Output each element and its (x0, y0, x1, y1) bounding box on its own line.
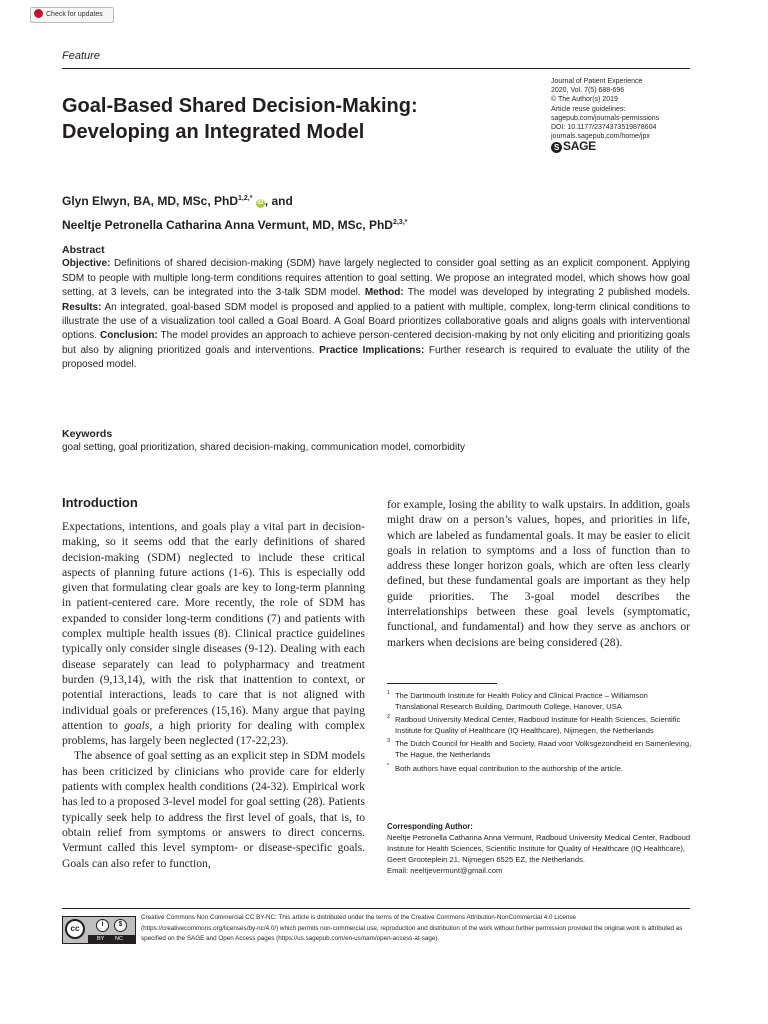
introduction-heading: Introduction (62, 495, 138, 510)
affiliation-2 (387, 714, 692, 736)
affiliation-text: The Dartmouth Institute for Health Policy and Clinical Practice – Williamson Translational Research Building, Dartmouth College, Hanover, USA (395, 691, 648, 712)
implications-text: Further research is required to evaluate the utility of the proposed model. (62, 344, 690, 371)
publisher-logo (551, 139, 701, 154)
nc-label: NC (115, 936, 123, 942)
affiliation-text: Radboud University Medical Center, Radboud Institute for Health Sciences, Scientific Institute for Quality of Healthcare (IQ Healthcare), Nijmegen, the Netherlands (395, 715, 681, 736)
journal-home-link[interactable]: journals.sagepub.com/home/jpx (551, 133, 650, 141)
journal-name: Journal of Patient Experience (551, 78, 643, 85)
keywords (62, 427, 690, 456)
header-rule (62, 68, 690, 69)
intro-paragraph-2: The absence of goal setting as an explicit step in SDM models has been criticized by clinicians who provide care for elderly patients with complex health conditions (24-32). Empirical work has led to a proposed 3-level model for goal setting (28). Patients typically seek help to address the first level of goals, that is, to obtain relief from symptoms or answers to direct concerns. Vermunt called this level symptom- or disease-specific goals. Goals can also refer to function, (62, 749, 365, 870)
affiliation-marker: * (387, 762, 390, 769)
cc-icon: cc (65, 919, 85, 939)
attribution-icon: i (96, 919, 109, 932)
corresponding-author (387, 821, 692, 876)
affiliation-marker: 1 (387, 690, 391, 696)
body-column-right (387, 497, 690, 650)
author-2-name: Neeltje Petronella Catharina Anna Vermunt, MD, MSc, PhD (62, 218, 393, 232)
keywords-heading: Keywords (62, 428, 113, 440)
intro-p1-text-end: , a high priority for dealing with complex problems, has largely been neglected (17-22,23). (62, 718, 365, 748)
method-label: Method: (364, 287, 404, 299)
section-label: Feature (62, 50, 100, 62)
affiliation-1 (387, 690, 692, 712)
corresponding-email[interactable]: Email: neeltjevermunt@gmail.com (387, 866, 503, 876)
cc-by-nc-logo[interactable] (62, 916, 136, 944)
author-2-affiliations: 2,3,* (392, 219, 408, 226)
title-line-2: Developing an Integrated Model (62, 121, 365, 143)
affiliation-marker: 2 (387, 714, 391, 721)
intro-p1-text: Expectations, intentions, and goals play a vital part in decision-making, so it seems odd that the early definitions of shared decision-making (SDM) neglected to include these critical aspects of planning future actions (1-6). This is especially odd given that formulating clear goals are key to long-term planning in patient-centered care. More recently, the role of SDM has expanded to consider long-term conditions (7) and patients with complex multiple health issues (8). Clinical practice guidelines typically only consider single diseases (9-12). Dealing with each disease separately can lead to polypharmacy and treatment burden (9,13,14), with the risk that inattention to context, or potential interactions, leads to care that is not aligned with individual goals or preferences (15,16). Many argue that paying attention to (62, 520, 365, 732)
abstract (62, 243, 690, 373)
affiliation-text: Both authors have equal contribution to the authorship of the article. (395, 763, 623, 773)
conclusion-text: The model provides an approach to achieve person-centered decision-making by not only eliciting and prioritizing goals but also by aligning prioritized goals and interventions. (62, 330, 690, 356)
reuse-heading: Article reuse guidelines: (551, 105, 626, 113)
author-list (62, 188, 702, 236)
author-1-affiliations: 1,2,* (238, 195, 253, 202)
license-strip (88, 935, 135, 943)
body-column-left (62, 494, 365, 871)
sage-logo-icon: S (551, 142, 562, 153)
keywords-text: goal setting, goal prioritization, shared decision-making, communication model, comorbidity (62, 442, 465, 454)
license-text: Creative Commons Non Commercial CC BY-NC: This article is distributed under the terms of the Creative Commons Attribution-NonCommercial 4.0 License (https://creativecommons.org/licenses/by-nc/4.0/) which permits non-commercial use, reproduction and distribution of the work without further permission provided the original work is attributed as specified on the SAGE and Open Access pages (https://us.sagepub.com/en-us/nam/open-access-at-sage). (141, 914, 683, 943)
intro-p1-emphasis: goals (124, 718, 150, 732)
journal-volume: 2020, Vol. 7(5) 688-696 (551, 87, 625, 95)
affiliation-3 (387, 738, 692, 760)
doi[interactable]: DOI: 10.1177/2374373519878604 (551, 124, 657, 132)
article-title (62, 93, 532, 145)
objective-label: Objective: (62, 258, 111, 270)
by-label: BY (97, 936, 105, 942)
abstract-body (62, 257, 690, 372)
badge-label: Check for updates (46, 11, 103, 18)
equal-contribution-note (387, 763, 692, 774)
affiliation-marker: 3 (387, 738, 391, 745)
intro-paragraph-1 (62, 519, 365, 748)
conclusion-label: Conclusion: (99, 330, 158, 342)
journal-info (551, 77, 701, 153)
update-icon (34, 9, 43, 18)
affiliations (387, 690, 692, 776)
affiliation-text: The Dutch Council for Health and Society, Raad voor Volksgezondheid en Samenleving, The Hague, the Netherlands (395, 739, 692, 760)
corresponding-address: Neeltje Petronella Catharina Anna Vermunt, Radboud University Medical Center, Radboud Institute for Health Sciences, Scientific Institute for Quality of Healthcare (IQ Healthcare), Geert Grooteplein 21, Nijmegen 6525 EZ, the Netherlands. (387, 833, 691, 865)
method-text: The model was developed by integrating 2 published models. (407, 287, 691, 299)
author-1-name: Glyn Elwyn, BA, MD, MSc, PhD (62, 194, 239, 208)
orcid-icon[interactable]: iD (257, 200, 264, 206)
implications-label: Practice Implications: (319, 344, 425, 356)
journal-copyright: © The Author(s) 2019 (551, 96, 618, 104)
title-line-1: Goal-Based Shared Decision-Making: (62, 95, 418, 117)
objective-text: Definitions of shared decision-making (SDM) have largely neglected to consider goal setting as an explicit component. Applying SDM to people with multiple long-term conditions requires attention to goal setting. We propose an integrated model, which shows how goal setting, at 3 levels, can be integrated into the 3-talk SDM model. (62, 258, 690, 299)
publisher-name: SAGE (563, 139, 596, 154)
corresponding-heading: Corresponding Author: (387, 822, 473, 831)
author-connector: , and (264, 194, 293, 208)
results-text: An integrated, goal-based SDM model is proposed and applied to a patient with multiple, complex, long-term clinical conditions to illustrate the use of a visualization tool called a Goal Board. A Goal Board prioritizes collaborative goals and aligns goals with interventional options. (62, 301, 690, 342)
reuse-link[interactable]: sagepub.com/journals-permissions (551, 114, 660, 122)
footnote-rule (387, 683, 497, 684)
license-rule (62, 908, 690, 909)
check-for-updates-badge[interactable] (30, 7, 114, 23)
results-label: Results: (62, 301, 102, 313)
abstract-heading: Abstract (62, 244, 105, 256)
intro-paragraph-3: for example, losing the ability to walk upstairs. In addition, goals might draw on a person’s values, hopes, and priorities in life, which are labeled as fundamental goals. It may be easier to elicit goals in relation to symptoms and a loss of function than to address these longer horizon goals, which are often less clearly defined, but these fundamental goals are important as they help guide priorities. The 3-goal model describes the interrelationships between these goal levels (symptomatic, functional, and fundamental) and how they serve as anchors or markers when decisions are being considered (28). (387, 498, 690, 649)
noncommercial-icon: $ (114, 919, 127, 932)
